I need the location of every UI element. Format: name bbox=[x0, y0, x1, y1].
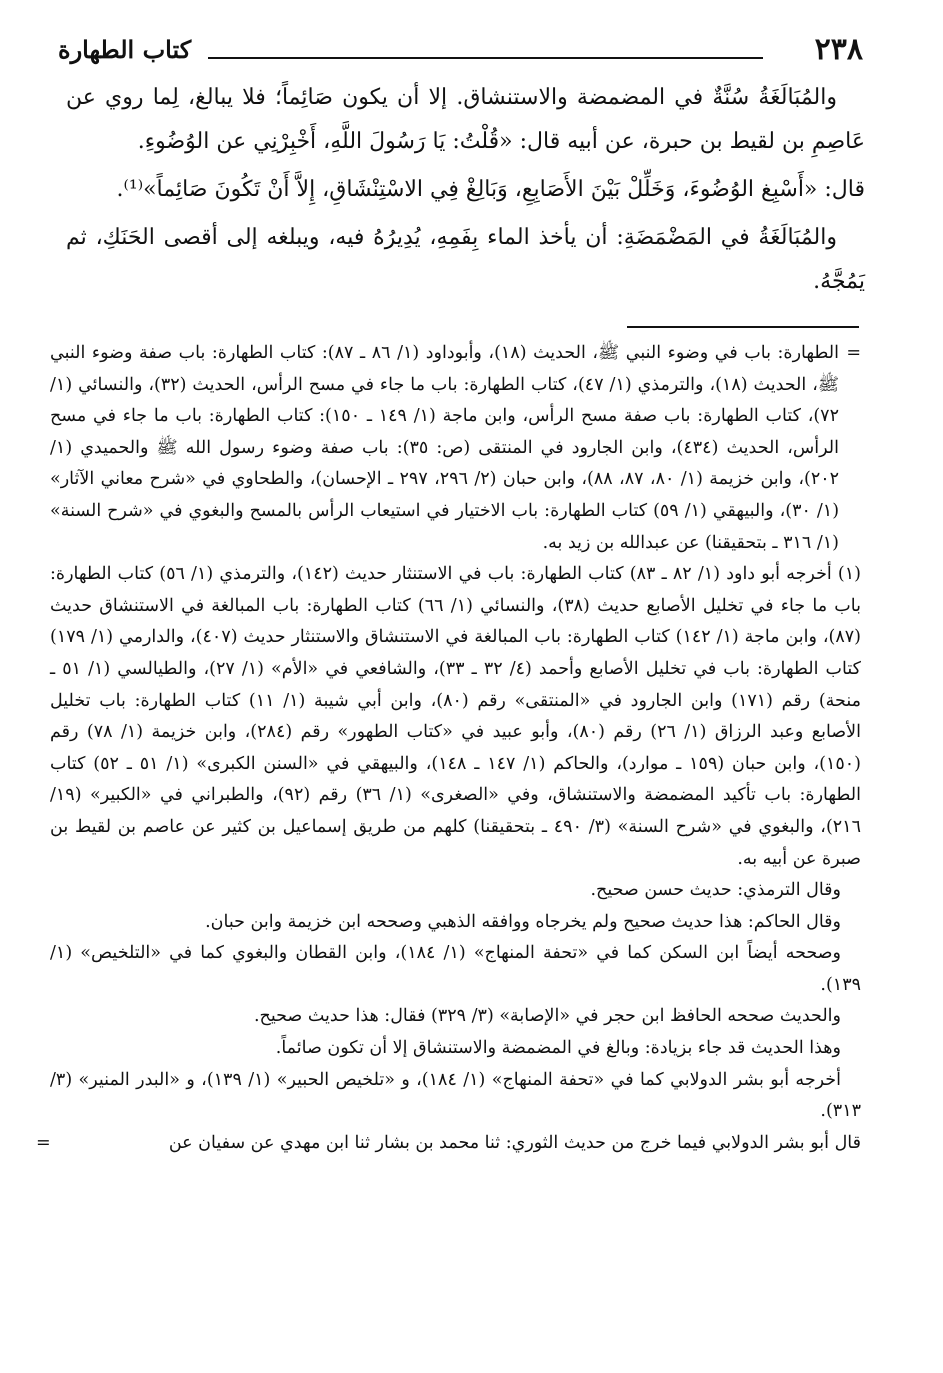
continuation-mark: = bbox=[846, 343, 861, 363]
page-number: ٢٣٨ bbox=[814, 32, 863, 67]
footnote-continuation-text: الطهارة: باب في وضوء النبي ﷺ، الحديث (١٨)، وأبوداود (١/ ٨٦ ـ ٨٧): كتاب الطهارة: باب صفة وضوء النبي ﷺ، الحديث (١٨)، والترمذي (١/ ٤٧)، كتاب الطهارة: باب ما جاء في مسح الرأس، الحديث (٣٢)، والنسائي (١/ ٧٢)، كتاب الطهارة: باب صفة مسح الرأس، وابن ماجة (١/ ١٤٩ ـ ١٥٠): كتاب الطهارة: باب ما جاء في مسح الرأس، الحديث (٤٣٤)، وابن الجارود في المنتقى (ص: ٣٥): باب صفة وضوء رسول الله ﷺ والحميدي (١/ ٢٠٢)، وابن خزيمة (١/ ٨٠، ٨٧، ٨٨)، وابن حبان (٢/ ٢٩٦، ٢٩٧ ـ الإحسان)، والطحاوي في «شرح معاني الآثار» (١/ ٣٠)، والبيهقي (١/ ٥٩) كتاب الطهارة: باب الاختيار في استيعاب الرأس بالمسح والبغوي في «شرح السنة» (١/ ٣١٦ ـ بتحقيقنا) عن عبدالله بن زيد به. bbox=[50, 343, 840, 553]
footnote-hakim: وقال الحاكم: هذا حديث صحيح ولم يخرجاه ووافقه الذهبي وصححه ابن خزيمة وابن حبان. bbox=[205, 911, 841, 932]
main-paragraph-1: والمُبَالَغَةُ سُنَّةٌ في المضمضة والاستنشاق. إلا أن يكون صَائِماً؛ فلا يبالغ، لِما روي عن عَاصِمِ بن لقيط بن حبرة، عن أبيه قال: «قُلْتُ: يَا رَسُولَ اللَّهِ، أَخْبِرْنِي عن الوُضُوءِ. bbox=[66, 85, 865, 154]
footnote-last-mark: = bbox=[36, 1132, 51, 1153]
header-rule bbox=[208, 57, 763, 59]
main-paragraph-2: قال: «أَسْبِغ الوُضُوءَ، وَخَلِّلْ بَيْنَ الأَصَابِعِ، وَبَالِغْ فِي الاسْتِنْشَاقِ، إِلاَّ أَنْ تَكُونَ صَائِماً»⁽¹⁾. bbox=[116, 177, 865, 202]
footnote-ibn-sakan: وصححه أيضاً ابن السكن كما في «تحفة المنهاج» (١/ ١٨٤)، وابن القطان والبغوي كما في «التلخيص» (١/ ١٣٩). bbox=[50, 943, 861, 995]
footnote-1: (١) أخرجه أبو داود (١/ ٨٢ ـ ٨٣) كتاب الطهارة: باب في الاستنثار حديث (١٤٢)، والترمذي (١/ ٥٦) كتاب الطهارة: باب ما جاء في تخليل الأصابع حديث (٣٨)، والنسائي (١/ ٦٦) كتاب الطهارة: باب المبالغة في الاستنشاق حديث (٨٧)، وابن ماجة (١/ ١٤٢) كتاب الطهارة: باب المبالغة في الاستنشاق والاستنثار حديث (٤٠٧)، والدارمي (١/ ١٧٩) كتاب الطهارة: باب في تخليل الأصابع وأحمد (٤/ ٣٢ ـ ٣٣)، والشافعي في «الأم» (١/ ٢٧)، والطيالسي (١/ ٥١ ـ منحة) رقم (١٧١) وابن الجارود في «المنتقى» رقم (٨٠)، وابن أبي شيبة (١/ ١١) كتاب الطهارة: باب تخليل الأصابع وعبد الرزاق (١/ ٢٦) رقم (٨٠)، وأبو عبيد في «كتاب الطهور» رقم (٢٨٤)، وابن خزيمة (١/ ٧٨) رقم (١٥٠)، وابن حبان (١٥٩ ـ موارد)، والحاكم (١/ ١٤٧ ـ ١٤٨)، والبيهقي في «السنن الكبرى» (١/ ٥١ ـ ٥٢) كتاب الطهارة: باب تأكيد المضمضة والاستنشاق، وفي «الصغرى» (١/ ٣٦) رقم (٩٢)، والطبراني في «الكبير» (١٩/ ٢١٦)، والبغوي في «شرح السنة» (٣/ ٤٩٠ ـ بتحقيقنا) كلهم من طريق إسماعيل بن كثير عن عاصم بن لقيط بن صبرة عن أبيه به. bbox=[50, 564, 861, 869]
footnote-continuation bbox=[50, 338, 861, 559]
footnote-tirmidhi: وقال الترمذي: حديث حسن صحيح. bbox=[590, 880, 841, 901]
running-title: كتاب الطهارة bbox=[58, 35, 192, 64]
main-paragraph-3: والمُبَالَغَةُ في المَضْمَضَةِ: أن يأخذ الماء بِفَمِهِ، يُدِيرُهُ فيه، ويبلغه إلى أقصى الحَنَكِ، ثم يَمُجَّهُ. bbox=[66, 225, 865, 294]
footnote-ibn-hajar: والحديث صححه الحافظ ابن حجر في «الإصابة» (٣/ ٣٢٩) فقال: هذا حديث صحيح. bbox=[253, 1006, 841, 1027]
footnote-dulabi: أخرجه أبو بشر الدولابي كما في «تحفة المنهاج» (١/ ١٨٤)، و «تلخيص الحبير» (١/ ١٣٩)، و «البدر المنير» (٣/ ٣١٣). bbox=[50, 1069, 861, 1122]
footnotes bbox=[36, 338, 861, 1159]
page-header bbox=[58, 30, 863, 70]
footnote-last-text: قال أبو بشر الدولابي فيما خرج من حديث الثوري: ثنا محمد بن بشار ثنا ابن مهدي عن سفيان عن bbox=[168, 1132, 861, 1153]
footnote-divider bbox=[627, 326, 859, 328]
main-text bbox=[66, 76, 865, 308]
footnote-last bbox=[36, 1128, 861, 1160]
footnote-ziyada: وهذا الحديث قد جاء بزيادة: وبالغ في المضمضة والاستنشاق إلا أن تكون صائماً. bbox=[275, 1038, 841, 1059]
